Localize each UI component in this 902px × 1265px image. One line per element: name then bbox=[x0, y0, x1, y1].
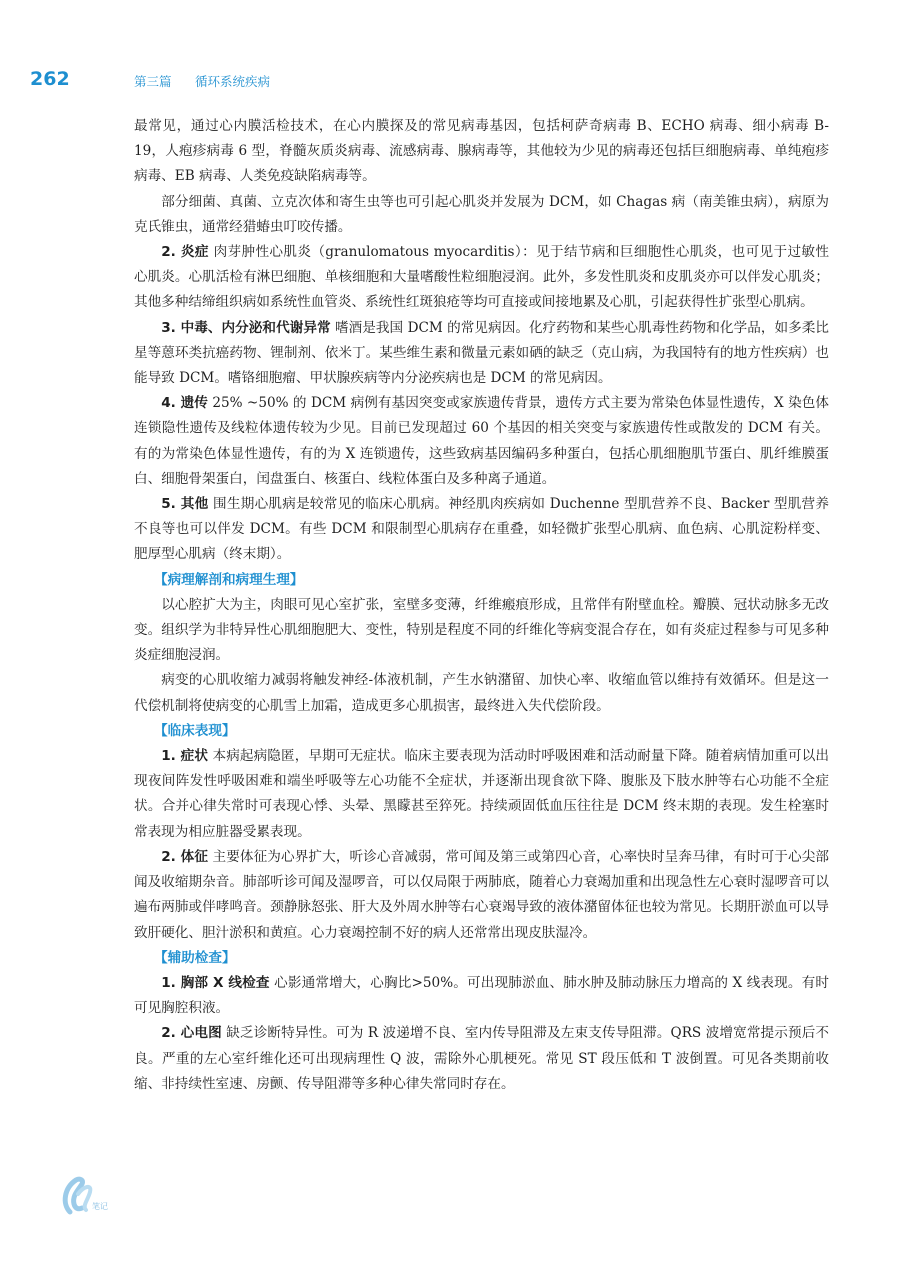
paragraph-symptoms bbox=[134, 744, 829, 845]
subhead-signs: 2. 体征 bbox=[161, 848, 209, 865]
logo-text: 笔记 bbox=[92, 1202, 108, 1211]
page-header bbox=[30, 68, 862, 92]
text-genetic: 25% ~50% 的 DCM 病例有基因突变或家族遗传背景，遗传方式主要为常染色体显性遗传，X 染色体连锁隐性遗传及线粒体遗传较为少见。目前已发现超过 60 个基因的相关突变与家族遗传性或散发的 DCM 有关。有的为常染色体显性遗传，有的为 X 连锁遗传，这些致病基因编码多种蛋白，包括心肌细胞肌节蛋白、肌纤维膜蛋白、细胞骨架蛋白，闰盘蛋白、核蛋白、线粒体蛋白及多种离子通道。 bbox=[134, 395, 829, 487]
text-other: 围生期心肌病是较常见的临床心肌病。神经肌肉疾病如 Duchenne 型肌营养不良、Backer 型肌营养不良等也可以伴发 DCM。有些 DCM 和限制型心肌病存在重叠，如轻微扩张型心肌病、血色病、心肌淀粉样变、肥厚型心肌病（终末期）。 bbox=[134, 496, 829, 563]
paragraph-toxic bbox=[134, 316, 829, 392]
subhead-symptoms: 1. 症状 bbox=[161, 748, 209, 765]
paragraph-xray bbox=[134, 971, 829, 1021]
text-inflammation: 肉芽肿性心肌炎（granulomatous myocarditis）：见于结节病和巨细胞性心肌炎，也可见于过敏性心肌炎。心肌活检有淋巴细胞、单核细胞和大量嗜酸性粒细胞浸润。此外，多发性肌炎和皮肌炎亦可以伴发心肌炎；其他多种结缔组织病如系统性血管炎、系统性红斑狼疮等均可直接或间接地累及心肌，引起获得性扩张型心肌病。 bbox=[134, 244, 829, 311]
section-heading-pathology: 【病理解剖和病理生理】 bbox=[154, 571, 304, 588]
section-heading-clinical: 【临床表现】 bbox=[154, 722, 236, 739]
text-ecg: 缺乏诊断特异性。可为 R 波递增不良、室内传导阻滞及左束支传导阻滞。QRS 波增宽常提示预后不良。严重的左心室纤维化还可出现病理性 Q 波，需除外心肌梗死。常见 ST 段压低和 T 波倒置。可见各类期前收缩、非持续性室速、房颤、传导阻滞等多种心律失常同时存在。 bbox=[134, 1025, 829, 1092]
subhead-ecg: 2. 心电图 bbox=[161, 1025, 222, 1042]
text-symptoms: 本病起病隐匿，早期可无症状。临床主要表现为活动时呼吸困难和活动耐量下降。随着病情加重可以出现夜间阵发性呼吸困难和端坐呼吸等左心功能不全症状，并逐渐出现食欲下降、腹胀及下肢水肿等右心功能不全症状。合并心律失常时可表现心悸、头晕、黑矇甚至猝死。持续顽固低血压往往是 DCM 终末期的表现。发生栓塞时常表现为相应脏器受累表现。 bbox=[134, 748, 829, 840]
text-signs: 主要体征为心界扩大，听诊心音减弱，常可闻及第三或第四心音，心率快时呈奔马律，有时可于心尖部闻及收缩期杂音。肺部听诊可闻及湿啰音，可以仅局限于两肺底，随着心力衰竭加重和出现急性左心衰时湿啰音可以遍布两肺或伴哮鸣音。颈静脉怒张、肝大及外周水肿等右心衰竭导致的液体潴留体征也较为常见。长期肝淤血可以导致肝硬化、胆汁淤积和黄疸。心力衰竭控制不好的病人还常常出现皮肤湿冷。 bbox=[134, 848, 829, 941]
subhead-inflammation: 2. 炎症 bbox=[161, 244, 209, 261]
page-content bbox=[134, 114, 829, 1097]
paragraph-inflammation bbox=[134, 240, 829, 316]
notes-logo-icon bbox=[56, 1172, 126, 1216]
subhead-genetic: 4. 遗传 bbox=[161, 395, 208, 412]
paragraph-intro: 最常见，通过心内膜活检技术，在心内膜探及的常见病毒基因，包括柯萨奇病毒 B、ECHO 病毒、细小病毒 B-19，人疱疹病毒 6 型，脊髓灰质炎病毒、流感病毒、腺病毒等，其他较为少见的病毒还包括巨细胞病毒、单纯疱疹病毒、EB 病毒、人类免疫缺陷病毒等。 bbox=[134, 118, 829, 185]
text-toxic: 嗜酒是我国 DCM 的常见病因。化疗药物和某些心肌毒性药物和化学品，如多柔比星等蒽环类抗癌药物、锂制剂、依米丁。某些维生素和微量元素如硒的缺乏（克山病，为我国特有的地方性疾病）也能导致 DCM。嗜铬细胞瘤、甲状腺疾病等内分泌疾病也是 DCM 的常见病因。 bbox=[134, 319, 830, 387]
paragraph-genetic bbox=[134, 391, 829, 492]
subhead-xray: 1. 胸部 X 线检查 bbox=[161, 974, 270, 991]
subhead-other: 5. 其他 bbox=[161, 496, 209, 513]
subhead-toxic: 3. 中毒、内分泌和代谢异常 bbox=[161, 319, 331, 336]
paragraph-other bbox=[134, 492, 829, 568]
header-title: 循环系统疾病 bbox=[195, 74, 271, 89]
paragraph-signs bbox=[134, 845, 829, 946]
text-xray: 心影通常增大，心胸比>50%。可出现肺淤血、肺水肿及肺动脉压力增高的 X 线表现。有时可见胸腔积液。 bbox=[134, 974, 829, 1017]
page-number: 262 bbox=[30, 68, 70, 90]
paragraph-bacteria: 部分细菌、真菌、立克次体和寄生虫等也可引起心肌炎并发展为 DCM，如 Chagas 病（南美锥虫病），病原为克氏锥虫，通常经猎蝽虫叮咬传播。 bbox=[134, 193, 829, 235]
paragraph-ecg bbox=[134, 1021, 829, 1097]
section-heading-exam: 【辅助检查】 bbox=[154, 949, 236, 966]
header-part: 第三篇 bbox=[134, 74, 172, 89]
paragraph-pathology-1: 以心腔扩大为主，肉眼可见心室扩张，室壁多变薄，纤维瘢痕形成，且常伴有附壁血栓。瓣膜、冠状动脉多无改变。组织学为非特异性心肌细胞肥大、变性，特别是程度不同的纤维化等病变混合存在，如有炎症过程参与可见多种炎症细胞浸润。 bbox=[134, 596, 829, 664]
paragraph-pathology-2: 病变的心肌收缩力减弱将触发神经-体液机制，产生水钠潴留、加快心率、收缩血管以维持有效循环。但是这一代偿机制将使病变的心肌雪上加霜，造成更多心肌损害，最终进入失代偿阶段。 bbox=[134, 672, 829, 714]
